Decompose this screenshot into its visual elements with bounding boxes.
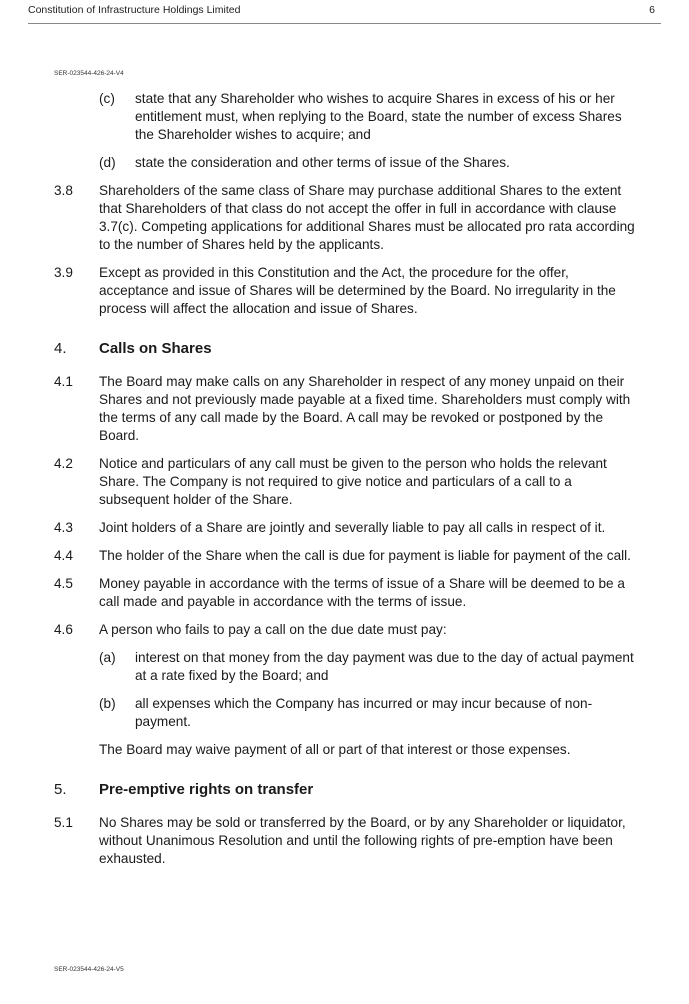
clause-number: (b) — [99, 696, 116, 711]
clause-number: 4.4 — [54, 548, 73, 563]
clause-number: 3.9 — [54, 265, 73, 280]
clause-text: Joint holders of a Share are jointly and severally liable to pay all calls in respect of it. — [99, 520, 606, 535]
clause-3-7-d — [0, 154, 689, 172]
clause-4-2 — [0, 455, 689, 509]
clause-4-6-a — [0, 649, 689, 685]
clause-text: Money payable in accordance with the terms of issue of a Share will be deemed to be a call made and payable in accordance with the terms of issue. — [99, 576, 625, 609]
clause-text: state that any Shareholder who wishes to acquire Shares in excess of his or her entitlement must, when replying to the Board, state the number of excess Shares the Shareholder wishes to acquire; and — [135, 91, 622, 142]
section-heading-5 — [0, 780, 689, 800]
section-number: 5. — [54, 781, 67, 798]
clause-text: Notice and particulars of any call must be given to the person who holds the relevant Share. The Company is not required to give notice and particulars of a call to a subsequent holder of the Share. — [99, 456, 607, 507]
clause-number: 4.6 — [54, 622, 73, 637]
clause-5-1 — [0, 814, 689, 868]
clause-number: 4.2 — [54, 456, 73, 471]
clause-number: 4.1 — [54, 374, 73, 389]
document-reference-top: SER-023544-426-24-V4 — [54, 70, 124, 77]
header-divider — [28, 23, 661, 24]
section-title: Pre-emptive rights on transfer — [99, 781, 314, 798]
clause-text: No Shares may be sold or transferred by the Board, or by any Shareholder or liquidator, without Unanimous Resolution and until the following rights of pre-emption have been exhausted. — [99, 815, 626, 866]
clause-text: interest on that money from the day payment was due to the day of actual payment at a rate fixed by the Board; and — [135, 650, 634, 683]
clause-4-5 — [0, 575, 689, 611]
clause-text: Except as provided in this Constitution and the Act, the procedure for the offer, acceptance and issue of Shares will be determined by the Board. No irregularity in the process will affect the allocation and issue of Shares. — [99, 265, 616, 316]
section-number: 4. — [54, 340, 67, 357]
clause-4-1 — [0, 373, 689, 445]
section-title: Calls on Shares — [99, 340, 212, 357]
clause-text: The Board may make calls on any Shareholder in respect of any money unpaid on their Shares and not previously made payable at a fixed time. Shareholders must comply with the terms of any call made by the Board. A call may be revoked or postponed by the Board. — [99, 374, 631, 443]
clause-text: A person who fails to pay a call on the due date must pay: — [99, 622, 447, 637]
clause-number: (a) — [99, 650, 116, 665]
clause-4-6 — [0, 621, 689, 639]
clause-text: Shareholders of the same class of Share may purchase additional Shares to the extent that Shareholders of that class do not accept the offer in full in accordance with clause 3.7(c). Competing applications for additional Shares must be allocated pro rata according to the number of Shares held by the applicants. — [99, 183, 635, 252]
clause-text: state the consideration and other terms of issue of the Shares. — [135, 155, 510, 170]
clause-3-9 — [0, 264, 689, 318]
clause-text: The Board may waive payment of all or part of that interest or those expenses. — [99, 742, 571, 757]
document-title: Constitution of Infrastructure Holdings Limited — [28, 4, 241, 16]
clause-number: 4.5 — [54, 576, 73, 591]
clause-number: (d) — [99, 155, 116, 170]
clause-3-7-c — [0, 90, 689, 144]
clause-4-6-b — [0, 695, 689, 731]
clause-4-3 — [0, 519, 689, 537]
clause-number: 3.8 — [54, 183, 73, 198]
clause-text: The holder of the Share when the call is due for payment is liable for payment of the call. — [99, 548, 631, 563]
clause-3-8 — [0, 182, 689, 254]
clause-number: 4.3 — [54, 520, 73, 535]
clause-4-4 — [0, 547, 689, 565]
page-header — [28, 4, 661, 22]
clause-text: all expenses which the Company has incurred or may incur because of non-payment. — [135, 696, 593, 729]
document-reference-bottom: SER-023544-426-24-V5 — [54, 966, 124, 973]
page-number: 6 — [649, 4, 655, 16]
clause-number: (c) — [99, 91, 115, 106]
document-body — [0, 90, 689, 868]
clause-number: 5.1 — [54, 815, 73, 830]
clause-4-6-continuation — [0, 741, 689, 759]
section-heading-4 — [0, 339, 689, 359]
